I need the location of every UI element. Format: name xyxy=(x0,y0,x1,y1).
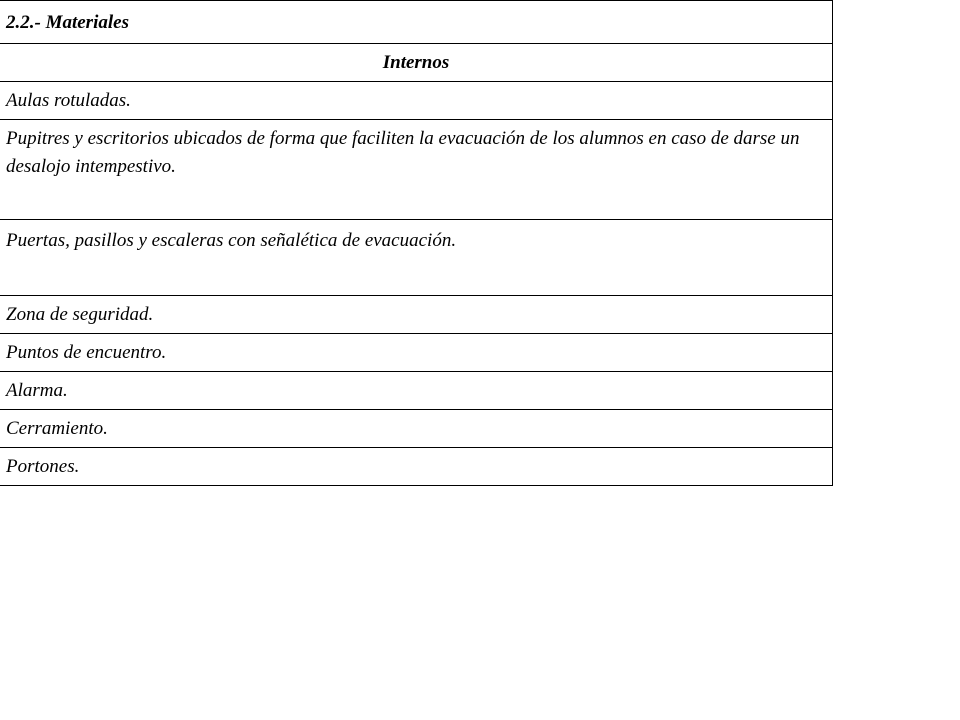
material-item: Puertas, pasillos y escaleras con señalética de evacuación. xyxy=(0,220,833,296)
table-row xyxy=(0,448,833,486)
material-item: Cerramiento. xyxy=(0,410,833,448)
material-item: Pupitres y escritorios ubicados de forma que faciliten la evacuación de los alumnos en caso de darse un desalojo intempestivo. xyxy=(0,120,833,220)
material-item: Zona de seguridad. xyxy=(0,296,833,334)
section-heading: 2.2.- Materiales xyxy=(0,1,833,44)
table-row xyxy=(0,82,833,120)
table-row xyxy=(0,220,833,296)
table-row xyxy=(0,296,833,334)
table-row xyxy=(0,372,833,410)
material-item: Portones. xyxy=(0,448,833,486)
material-item: Puntos de encuentro. xyxy=(0,334,833,372)
table-row xyxy=(0,410,833,448)
table-row xyxy=(0,120,833,220)
table-row xyxy=(0,44,833,82)
material-item: Alarma. xyxy=(0,372,833,410)
table-row xyxy=(0,334,833,372)
section-subheading: Internos xyxy=(0,44,833,82)
material-item: Aulas rotuladas. xyxy=(0,82,833,120)
table-row xyxy=(0,1,833,44)
